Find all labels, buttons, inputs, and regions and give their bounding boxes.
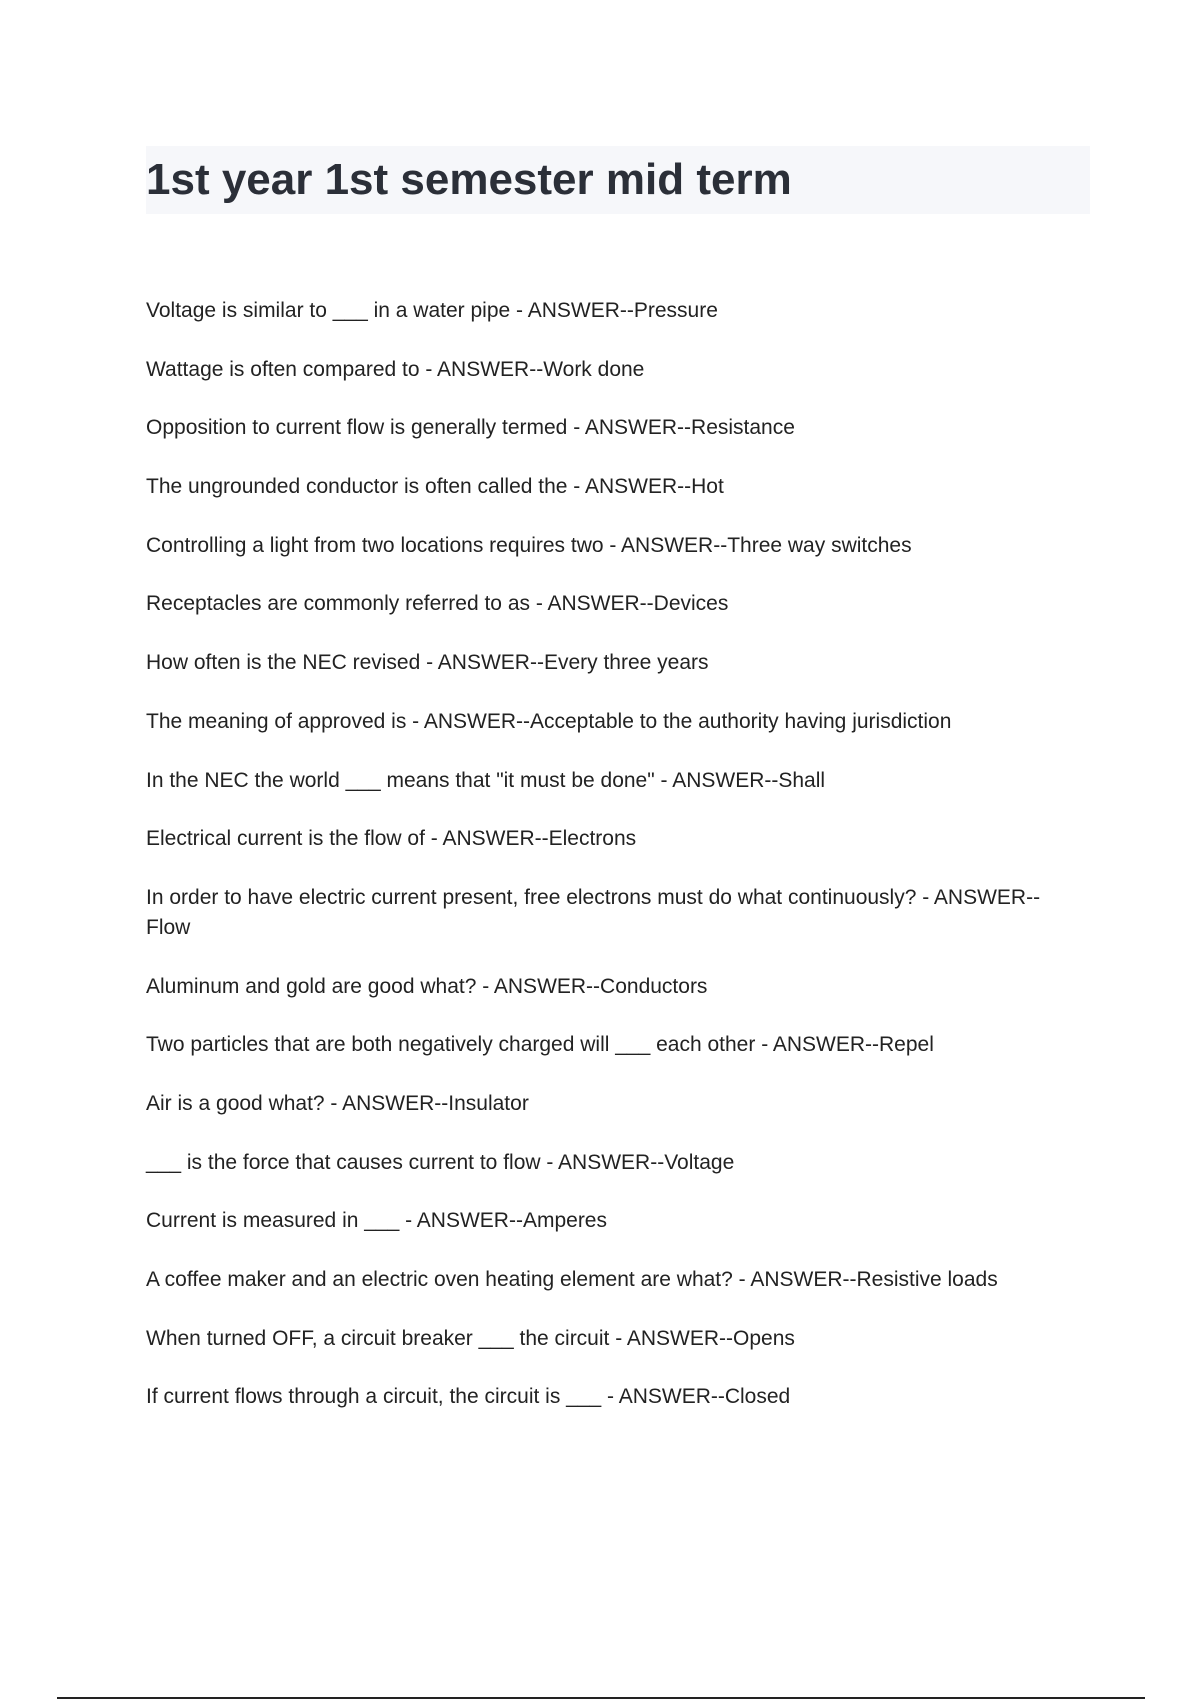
qa-item: The ungrounded conductor is often called the - ANSWER--Hot bbox=[146, 475, 724, 499]
qa-item: Air is a good what? - ANSWER--Insulator bbox=[146, 1091, 529, 1115]
footer-rule bbox=[57, 1697, 1145, 1699]
qa-item: Opposition to current flow is generally termed - ANSWER--Resistance bbox=[146, 416, 795, 440]
qa-item: The meaning of approved is - ANSWER--Acceptable to the authority having jurisdiction bbox=[146, 709, 952, 733]
qa-item: Wattage is often compared to - ANSWER--Work done bbox=[146, 357, 645, 381]
qa-item: Current is measured in ___ - ANSWER--Amperes bbox=[146, 1209, 607, 1233]
qa-item: Voltage is similar to ___ in a water pipe - ANSWER--Pressure bbox=[146, 299, 718, 322]
qa-item: A coffee maker and an electric oven heating element are what? - ANSWER--Resistive loads bbox=[146, 1268, 998, 1291]
document-title: 1st year 1st semester mid term bbox=[146, 155, 792, 204]
qa-item: Receptacles are commonly referred to as - ANSWER--Devices bbox=[146, 592, 729, 616]
qa-item: Electrical current is the flow of - ANSWER--Electrons bbox=[146, 827, 637, 851]
qa-item: If current flows through a circuit, the circuit is ___ - ANSWER--Closed bbox=[146, 1385, 791, 1409]
qa-item: Aluminum and gold are good what? - ANSWER--Conductors bbox=[146, 974, 708, 998]
qa-item: ___ is the force that causes current to flow - ANSWER--Voltage bbox=[146, 1150, 735, 1174]
qa-item: In order to have electric current present, free electrons must do what continuously? - ANSWER--Flow bbox=[146, 885, 1041, 939]
qa-item: How often is the NEC revised - ANSWER--Every three years bbox=[146, 651, 709, 675]
qa-item: Controlling a light from two locations requires two - ANSWER--Three way switches bbox=[146, 533, 912, 557]
qa-item: Two particles that are both negatively charged will ___ each other - ANSWER--Repel bbox=[146, 1033, 934, 1057]
qa-list bbox=[146, 296, 1076, 1441]
qa-item: In the NEC the world ___ means that "it must be done" - ANSWER--Shall bbox=[146, 768, 826, 792]
qa-item: When turned OFF, a circuit breaker ___ the circuit - ANSWER--Opens bbox=[146, 1326, 795, 1350]
